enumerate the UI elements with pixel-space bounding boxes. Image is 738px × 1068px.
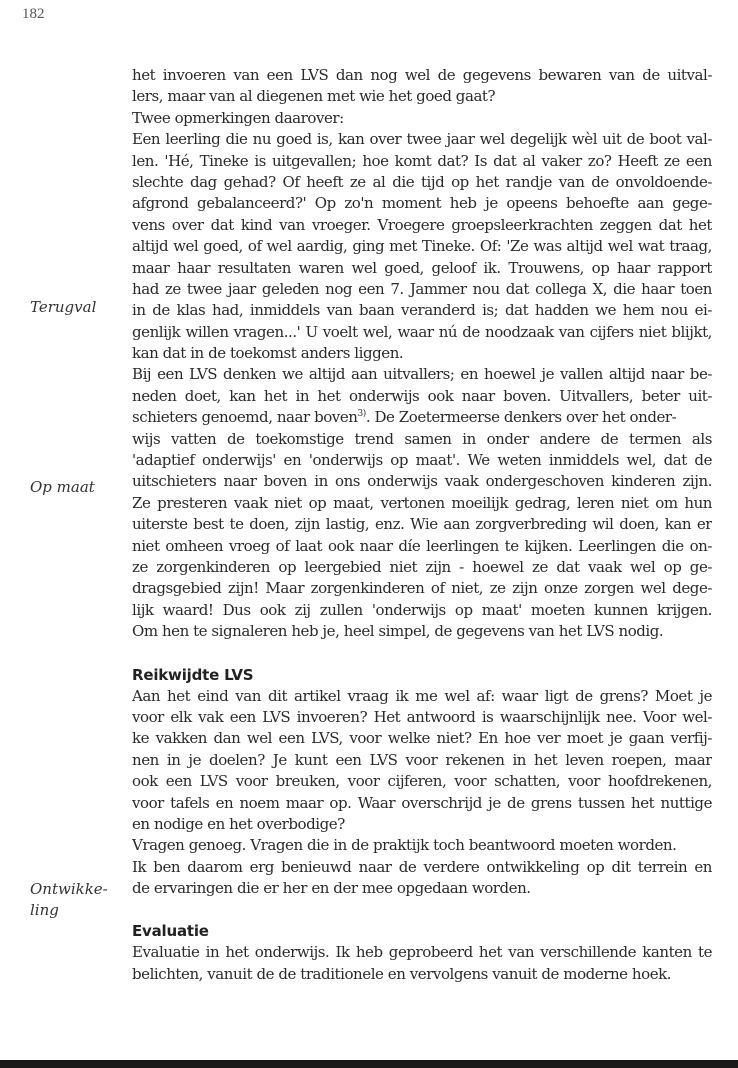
text-line: altijd wel goed, of wel aardig, ging met Tineke. Of: 'Ze was altijd wel wat traag, <box>132 237 712 256</box>
text-line: uiterste best te doen, zijn lastig, enz. Wie aan zorgverbreding wil doen, kan er <box>132 515 712 534</box>
text-line: Vragen genoeg. Vragen die in de praktijk toch beantwoord moeten worden. <box>132 836 677 855</box>
text-line: Een leerling die nu goed is, kan over twee jaar wel degelijk wèl uit de boot val- <box>132 130 712 149</box>
text-line: neden doet, kan het in het onderwijs ook naar boven. Uitvallers, beter uit- <box>132 386 712 405</box>
text-line: voor tafels en noem maar op. Waar overschrijd je de grens tussen het nuttige <box>132 793 712 812</box>
text-line: Ik ben daarom erg benieuwd naar de verdere ontwikkeling op dit terrein en <box>132 857 712 876</box>
text-line: ze zorgenkinderen op leergebied niet zijn - hoewel ze dat vaak wel op ge- <box>132 557 712 576</box>
text-line: wijs vatten de toekomstige trend samen in onder andere de termen als <box>132 429 712 448</box>
text-line: en nodige en het overbodige? <box>132 814 345 833</box>
text-line-with-footnote <box>132 407 712 428</box>
text-line: Aan het eind van dit artikel vraag ik me wel af: waar ligt de grens? Moet je <box>132 686 712 705</box>
paragraph-1 <box>132 65 712 108</box>
text-line: de ervaringen die er her en der mee opgedaan worden. <box>132 879 531 898</box>
paragraph-4 <box>132 364 712 642</box>
margin-note-ontwikkeling-line-2: ling <box>30 901 59 920</box>
section-heading: Reikwijdte LVS <box>132 665 254 684</box>
text-line: ke vakken dan wel een LVS, voor welke niet? En hoe ver moet je gaan verfij- <box>132 729 712 748</box>
section-evaluatie <box>132 920 712 985</box>
text-line: afgrond gebalanceerd?' Op zo'n moment heb je opeens behoefte aan gege- <box>132 194 712 213</box>
footnote-marker: 3) <box>357 409 366 420</box>
text-line: het invoeren van een LVS dan nog wel de gegevens bewaren van de uitval- <box>132 66 712 84</box>
text-line: uitschieters naar boven in ons onderwijs vaak ondergeschoven kinderen zijn. <box>132 472 712 491</box>
paragraph-2 <box>132 108 712 129</box>
text-line: in de klas had, inmiddels van baan veranderd is; dat hadden we hem nou ei- <box>132 301 712 320</box>
text-line: slechte dag gehad? Of heeft ze al die tijd op het randje van de onvoldoende- <box>132 172 712 191</box>
text-line: kan dat in de toekomst anders liggen. <box>132 344 404 363</box>
text-line: genlijk willen vragen...' U voelt wel, waar nú de noodzaak van cijfers niet blijkt, <box>132 322 712 341</box>
text-line: Ze presteren vaak niet op maat, vertonen moeilijk gedrag, leren niet om hun <box>132 493 712 512</box>
margin-note-ontwikkeling <box>30 879 120 922</box>
text-line: Twee opmerkingen daarover: <box>132 108 344 127</box>
text-line: Om hen te signaleren heb je, heel simpel, de gegevens van het LVS nodig. <box>132 622 664 641</box>
text-line: maar haar resultaten waren wel goed, geloof ik. Trouwens, op haar rapport <box>132 258 712 277</box>
text-line: dragsgebied zijn! Maar zorgenkinderen of niet, ze zijn onze zorgen wel dege- <box>132 579 712 598</box>
text-line: had ze twee jaar geleden nog een 7. Jammer nou dat collega X, die haar toen <box>132 279 712 298</box>
text-span: . De Zoetermeerse denkers over het onder- <box>365 408 677 427</box>
text-line: voor elk vak een LVS invoeren? Het antwoord is waarschijnlijk nee. Voor wel- <box>132 707 712 726</box>
section-reikwijdte <box>132 664 712 900</box>
margin-note-ontwikkeling-line-1: Ontwikke- <box>30 880 108 898</box>
margin-note-terugval: Terugval <box>30 298 97 316</box>
bottom-rule <box>0 1060 738 1068</box>
text-line: ook een LVS voor breuken, voor cijferen, voor schatten, voor hoofdrekenen, <box>132 772 712 791</box>
text-line: len. 'Hé, Tineke is uitgevallen; hoe komt dat? Is dat al vaker zo? Heeft ze een <box>132 151 712 170</box>
text-line: niet omheen vroeg of laat ook naar díe leerlingen te kijken. Leerlingen die on- <box>132 536 712 555</box>
paragraph-3 <box>132 129 712 364</box>
text-line: lijk waard! Dus ook zij zullen 'onderwijs op maat' moeten kunnen krijgen. <box>132 600 712 619</box>
text-line: belichten, vanuit de de traditionele en vervolgens vanuit de moderne hoek. <box>132 964 672 983</box>
text-line: nen in je doelen? Je kunt een LVS voor rekenen in het leven roepen, maar <box>132 750 712 769</box>
text-line: Evaluatie in het onderwijs. Ik heb geprobeerd het van verschillende kanten te <box>132 943 712 962</box>
body-text <box>132 65 712 985</box>
text-line: lers, maar van al diegenen met wie het goed gaat? <box>132 87 496 106</box>
page-number: 182 <box>22 6 45 22</box>
text-line: 'adaptief onderwijs' en 'onderwijs op maat'. We weten inmiddels wel, dat de <box>132 451 712 470</box>
margin-note-op-maat: Op maat <box>30 478 95 496</box>
text-line: Bij een LVS denken we altijd aan uitvallers; en hoewel je vallen altijd naar be- <box>132 365 712 384</box>
section-heading: Evaluatie <box>132 922 209 941</box>
text-span: schieters genoemd, naar boven <box>132 408 358 427</box>
text-line: vens over dat kind van vroeger. Vroegere groepsleerkrachten zeggen dat het <box>132 215 712 234</box>
